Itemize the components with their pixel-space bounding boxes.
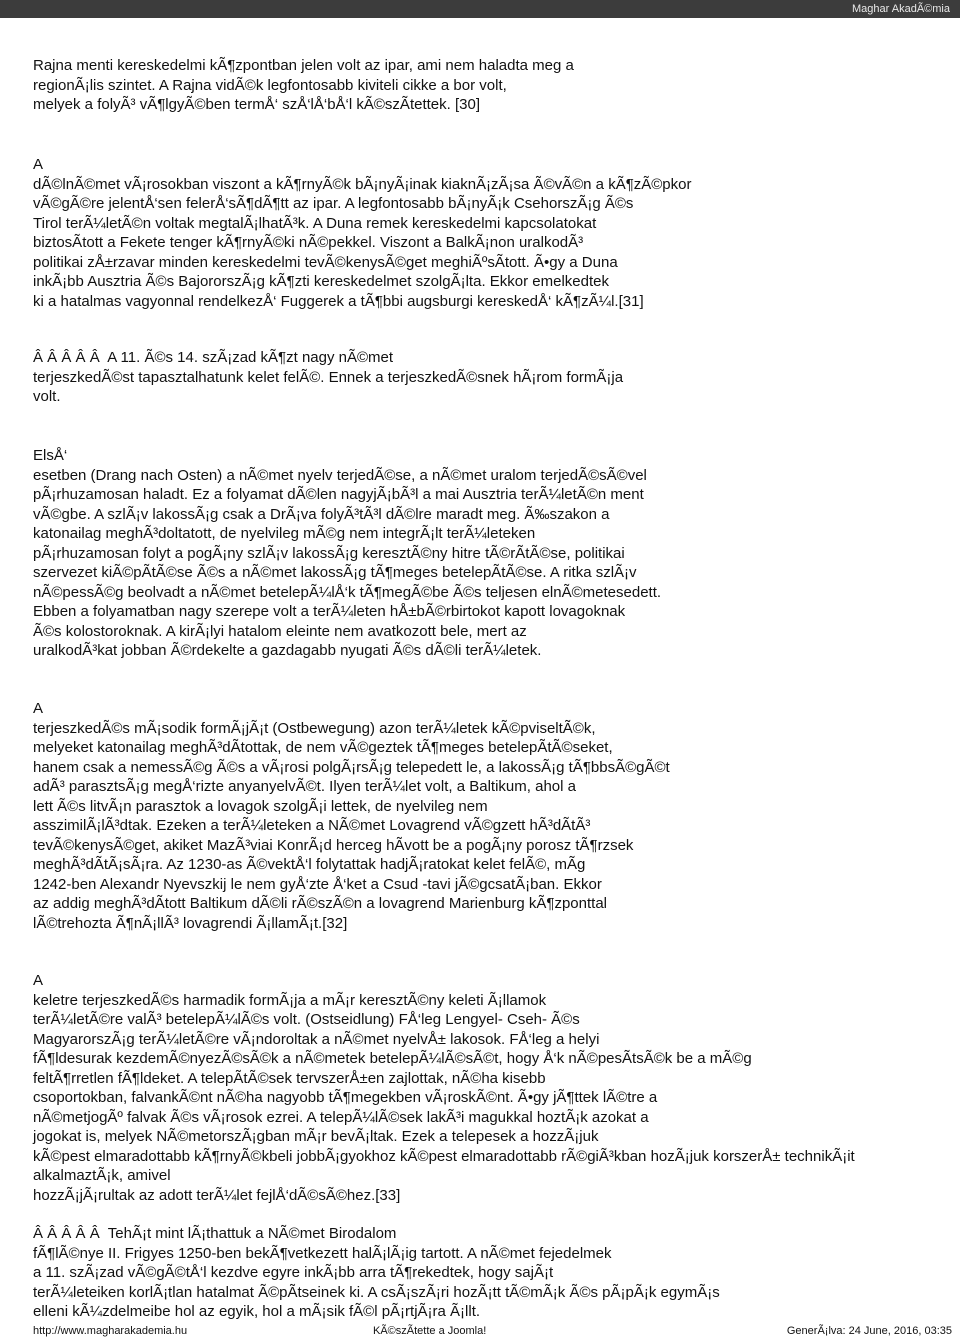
paragraph: ElsÅ‘ esetben (Drang nach Osten) a nÃ©met nyelv terjedÃ©se, a nÃ©met uralom terjedÃ©sÃ©vel pÃ¡rhuzamosan haladt. Ez a folyamat dÃ©len nagyjÃ¡bÃ³l a mai Ausztria terÃ¼letÃ©n ment vÃ©gbe. A szlÃ¡v lakossÃ¡g csak a DrÃ¡va folyÃ³tÃ³l dÃ©lre maradt meg. Ã‰szakon a katonailag meghÃ³doltatott, de nyelvileg mÃ©g nem integrÃ¡lt terÃ¼leteken pÃ¡rhuzamosan folyt a pogÃ¡ny szlÃ¡v lakossÃ¡g keresztÃ©ny hitre tÃ©rÃtÃ©se, politikai szervezet kiÃ©pÃtÃ©se Ã©s a nÃ©met lakossÃ¡g tÃ¶meges betelepÃtÃ©se. A ritka szlÃ¡v nÃ©pessÃ©g beolvadt a nÃ©met betelepÃ¼lÅ‘k tÃ¶megÃ©be Ã©s teljesen elnÃ©metesedett. Ebben a folyamatban nagy szerepe volt a terÃ¼leten hÅ±bÃ©rbirtokot kapott lovagoknak Ã©s kolostoroknak. A kirÃ¡lyi hatalom eleinte nem avatkozott bele, mert az uralkodÃ³kat jobban Ã©rdekelte a gazdagabb nyugati Ã©s dÃ©li terÃ¼letek. bbox=[33, 447, 662, 659]
footer bbox=[33, 1324, 952, 1338]
top-bar bbox=[0, 0, 960, 18]
paragraph: Â Â Â Â Â A 11. Ã©s 14. szÃ¡zad kÃ¶zt nagy nÃ©met terjeszkedÃ©st tapasztalhatunk kelet felÃ©. Ennek a terjeszkedÃ©snek hÃ¡rom formÃ¡ja volt. bbox=[33, 349, 624, 405]
paragraph: A keletre terjeszkedÃ©s harmadik formÃ¡ja a mÃ¡r keresztÃ©ny keleti Ã¡llamok terÃ¼letÃ©re valÃ³ betelepÃ¼lÃ©s volt. (Ostseidlung) FÅ‘leg Lengyel- Cseh- Ã©s MagyarorszÃ¡g terÃ¼letÃ©re vÃ¡ndoroltak a nÃ©met nyelvÅ± lakosok. FÅ‘leg a helyi fÃ¶ldesurak kezdemÃ©nyezÃ©sÃ©k a nÃ©metek betelepÃ¼lÃ©sÃ©t, hogy Å‘k nÃ©pesÃtsÃ©k be a mÃ©g feltÃ¶rretlen fÃ¶ldeket. A telepÃtÃ©sek tervszerÅ±en zajlottak, nÃ©ha kisebb csoportokban, falvankÃ©nt nÃ©ha nagyobb tÃ¶megekben vÃ¡roskÃ©nt. Ã•gy jÃ¶ttek lÃ©tre a nÃ©metjogÃº falvak Ã©s vÃ¡rosok ezrei. A telepÃ¼lÃ©sek lakÃ³i magukkal hoztÃ¡k azokat a jogokat is, melyek NÃ©metorszÃ¡gban mÃ¡r bevÃ¡ltak. Ezek a telepesek a hozzÃ¡juk kÃ©pest elmaradottabb kÃ¶rnyÃ©kbeli jobbÃ¡gyokhoz kÃ©pest elmaradottabb rÃ©giÃ³kban hozÃ¡juk korszerÅ± technikÃ¡it alkalmaztÃ¡k, amivel hozzÃ¡jÃ¡rultak az adott terÃ¼let fejlÅ‘dÃ©sÃ©hez.[33] bbox=[33, 972, 855, 1204]
paragraph: A dÃ©lnÃ©met vÃ¡rosokban viszont a kÃ¶rnyÃ©k bÃ¡nyÃ¡inak kiaknÃ¡zÃ¡sa Ã©vÃ©n a kÃ¶zÃ©pkor vÃ©gÃ©re jelentÅ‘sen felerÅ‘sÃ¶dÃ¶tt az ipar. A legfontosabb bÃ¡nyÃ¡k CsehorszÃ¡g Ã©s Tirol terÃ¼letÃ©n voltak megtalÃ¡lhatÃ³k. A Duna remek kereskedelmi kapcsolatokat biztosÃtott a Fekete tenger kÃ¶rnyÃ©ki nÃ©pekkel. Viszont a BalkÃ¡non uralkodÃ³ politikai zÅ±rzavar minden kereskedelmi tevÃ©kenysÃ©get meghiÃºsÃtott. Ã•gy a Duna inkÃ¡bb Ausztria Ã©s BajororszÃ¡g kÃ¶zti kereskedelmet szolgÃ¡lta. Ekkor emelkedtek ki a hatalmas vagyonnal rendelkezÅ‘ Fuggerek a tÃ¶bbi augsburgi kereskedÅ‘ kÃ¶zÃ¼l.[31] bbox=[33, 156, 692, 310]
paragraph: A terjeszkedÃ©s mÃ¡sodik formÃ¡jÃ¡t (Ostbewegung) azon terÃ¼letek kÃ©pviseltÃ©k, melyeket katonailag meghÃ³dÃtottak, de nem vÃ©geztek tÃ¶meges betelepÃtÃ©seket, hanem csak a nemessÃ©g Ã©s a vÃ¡rosi polgÃ¡rsÃ¡g telepedett le, a lakossÃ¡g tÃ¶bbsÃ©gÃ©t adÃ³ parasztsÃ¡g megÅ‘rizte anyanyelvÃ©t. Ilyen terÃ¼let volt, a Baltikum, ahol a lett Ã©s litvÃ¡n parasztok a lovagok szolgÃ¡i lettek, de nyelvileg nem asszimilÃ¡lÃ³dtak. Ezeken a terÃ¼leteken a NÃ©met Lovagrend vÃ©gzett hÃ³dÃtÃ³ tevÃ©kenysÃ©get, akiket MazÃ³viai KonrÃ¡d herceg hÃvott be a pogÃ¡ny porosz tÃ¶rzsek meghÃ³dÃtÃ¡sÃ¡ra. Az 1230-as Ã©vektÅ‘l folytattak hadjÃ¡ratokat kelet felÃ©, mÃg 1242-ben Alexandr Nyevszkij le nem gyÅ‘zte Å‘ket a Csud -tavi jÃ©gcsatÃ¡ban. Ekkor az addig meghÃ³dÃtott Baltikum dÃ©li rÃ©szÃ©n a lovagrend Marienburg kÃ¶zponttal lÃ©trehozta Ã¶nÃ¡llÃ³ lovagrendi Ã¡llamÃ¡t.[32] bbox=[33, 700, 670, 932]
footer-credit: KÃ©szÃtette a Joomla! bbox=[373, 1325, 487, 1337]
footer-url[interactable]: http://www.magharakademia.hu bbox=[33, 1325, 188, 1337]
paragraph: Rajna menti kereskedelmi kÃ¶zpontban jelen volt az ipar, ami nem haladta meg a regionÃ¡lis szintet. A Rajna vidÃ©k legfontosabb kiviteli cikke a bor volt, melyek a folyÃ³ vÃ¶lgyÃ©ben termÅ‘ szÅ‘lÅ‘bÅ‘l kÃ©szÃtettek. [30] bbox=[33, 57, 574, 113]
paragraph: Â Â Â Â Â TehÃ¡t mint lÃ¡thattuk a NÃ©met Birodalom fÃ¶lÃ©nye II. Frigyes 1250-ben bekÃ¶vetkezett halÃ¡lÃ¡ig tartott. A nÃ©met fejedelmek a 11. szÃ¡zad vÃ©gÃ©tÅ‘l kezdve egyre inkÃ¡bb arra tÃ¶rekedtek, hogy sajÃ¡t terÃ¼leteiken korlÃ¡tlan hatalmat Ã©pÃtseinek ki. A csÃ¡szÃ¡ri hozÃ¡tt tÃ©mÃ¡k Ã©s pÃ¡pÃ¡k egymÃ¡s elleni kÃ¼zdelmeibe hol az egyik, hol a mÃ¡sik fÃ©l pÃ¡rtjÃ¡ra Ã¡llt. bbox=[33, 1225, 720, 1320]
footer-generated: GenerÃ¡lva: 24 June, 2016, 03:35 bbox=[786, 1325, 952, 1337]
site-name: Maghar AkadÃ©mia bbox=[852, 3, 950, 15]
